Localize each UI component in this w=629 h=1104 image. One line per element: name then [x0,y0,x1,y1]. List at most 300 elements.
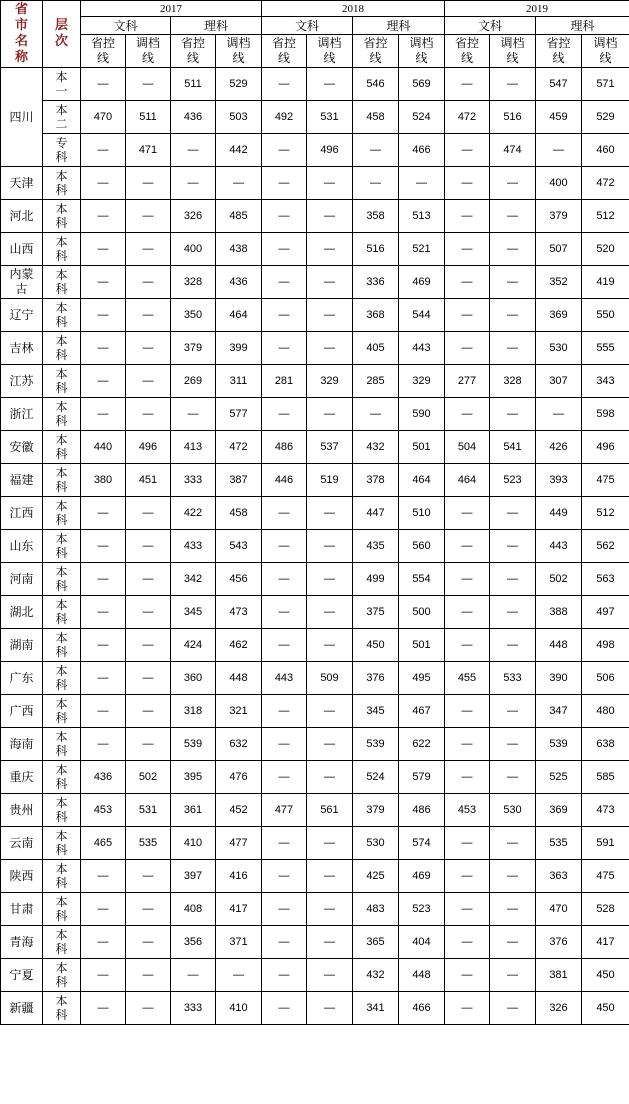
admission-line-value: 591 [582,827,629,860]
admission-line-value: 473 [582,794,629,827]
admission-line-value: 519 [307,464,353,497]
admission-line-value: — [307,827,353,860]
provincial-line-value: 450 [353,629,399,662]
provincial-line-value: 352 [536,266,582,299]
admission-line-value: 475 [582,464,629,497]
provincial-line-value: — [81,134,126,167]
province-name: 湖南 [9,637,34,652]
admission-line-value: — [126,497,171,530]
admission-line-value: — [126,596,171,629]
provincial-line-value: — [445,167,490,200]
year-header: 2017 [81,1,262,17]
admission-line-value: — [126,167,171,200]
admission-line-header: 调档 线 [216,35,262,68]
admission-line-value: 329 [399,365,445,398]
provincial-line-value: 333 [171,992,216,1025]
provincial-line-value: 470 [81,101,126,134]
provincial-line-value: — [262,200,307,233]
admission-line-value: — [307,68,353,101]
provincial-line-value: 539 [353,728,399,761]
admission-line-value: — [399,167,445,200]
admission-line-value: 496 [582,431,629,464]
province-name: 陕西 [9,868,34,883]
provincial-line-value: — [262,266,307,299]
stream-header-arts: 文科 [445,17,536,35]
table-row [1,596,629,629]
province-name: 广西 [9,703,34,718]
provincial-line-value: — [445,893,490,926]
admission-line-value: 438 [216,233,262,266]
admission-line-value: 329 [307,365,353,398]
level-text: 本科 [55,367,68,395]
province-name: 青海 [9,934,34,949]
admission-line-value: 387 [216,464,262,497]
provincial-line-value: 455 [445,662,490,695]
table-row [1,794,629,827]
table-row [1,728,629,761]
admission-line-value: — [307,398,353,431]
provincial-line-value: 379 [171,332,216,365]
provincial-line-value: 443 [536,530,582,563]
admission-line-value: — [126,398,171,431]
provincial-line-value: 358 [353,200,399,233]
admission-line-value: — [126,332,171,365]
province-header-text: 省市名称 [14,2,28,65]
admission-line-value: 563 [582,563,629,596]
admission-line-value: 560 [399,530,445,563]
provincial-line-header: 省控 线 [81,35,126,68]
admission-line-value: 448 [216,662,262,695]
province-header [1,1,43,68]
province-name: 四川 [9,109,34,124]
admission-line-value: 561 [307,794,353,827]
admission-line-value: 529 [582,101,629,134]
admission-line-value: — [307,332,353,365]
admission-line-value: — [126,299,171,332]
admission-line-header: 调档 线 [307,35,353,68]
level-text: 本科 [55,928,68,956]
provincial-line-value: 546 [353,68,399,101]
provincial-line-value: 516 [353,233,399,266]
provincial-line-value: 410 [171,827,216,860]
level-text: 专科 [55,136,68,164]
provincial-line-value: 432 [353,959,399,992]
provincial-line-value: 347 [536,695,582,728]
admission-line-value: — [490,959,536,992]
table-row [1,464,629,497]
provincial-line-value: — [81,959,126,992]
admission-line-value: 486 [399,794,445,827]
level-text: 本科 [55,466,68,494]
province-cell [1,761,43,794]
provincial-line-header: 省控 线 [353,35,399,68]
level-cell [43,728,81,761]
provincial-line-value: 547 [536,68,582,101]
provincial-line-value: — [81,266,126,299]
provincial-line-value: 426 [536,431,582,464]
year-header: 2019 [445,1,629,17]
provincial-line-value: — [81,926,126,959]
line-header-row [1,35,629,68]
provincial-line-value: — [262,497,307,530]
province-name: 宁夏 [9,967,34,982]
admission-line-value: — [307,563,353,596]
provincial-line-value: — [81,530,126,563]
provincial-line-value: 405 [353,332,399,365]
admission-line-value: 496 [307,134,353,167]
admission-line-value: — [490,167,536,200]
stream-header-arts: 文科 [262,17,353,35]
year-header: 2018 [262,1,445,17]
admission-line-value: 472 [582,167,629,200]
admission-line-value: 456 [216,563,262,596]
admission-line-value: — [126,860,171,893]
admission-line-value: 460 [582,134,629,167]
provincial-line-value: 425 [353,860,399,893]
provincial-line-value: 539 [171,728,216,761]
province-name: 甘肃 [9,901,34,916]
admission-line-value: 531 [307,101,353,134]
admission-line-value: — [490,530,536,563]
table-row [1,893,629,926]
provincial-line-value: 511 [171,68,216,101]
provincial-line-value: — [445,266,490,299]
admission-line-value: 410 [216,992,262,1025]
admission-line-value: — [126,563,171,596]
level-text: 本科 [55,994,68,1022]
admission-line-value: — [490,761,536,794]
level-text: 本一 [55,70,68,98]
admission-line-value: 485 [216,200,262,233]
provincial-line-value: 446 [262,464,307,497]
level-header [43,1,81,68]
level-cell [43,266,81,299]
table-row [1,431,629,464]
admission-line-value: — [307,860,353,893]
table-row [1,662,629,695]
province-name: 安徽 [9,439,34,454]
admission-line-value: 451 [126,464,171,497]
level-cell [43,959,81,992]
provincial-line-value: — [262,827,307,860]
admission-line-value: — [490,629,536,662]
provincial-line-value: 492 [262,101,307,134]
provincial-line-value: 378 [353,464,399,497]
level-cell [43,431,81,464]
provincial-line-value: — [262,860,307,893]
admission-line-value: 501 [399,629,445,662]
admission-line-value: 417 [582,926,629,959]
level-cell [43,827,81,860]
province-cell [1,167,43,200]
admission-line-value: 477 [216,827,262,860]
admission-line-value: — [307,530,353,563]
admission-line-value: — [216,959,262,992]
provincial-line-value: — [81,629,126,662]
admission-line-header: 调档 线 [490,35,536,68]
level-text: 本科 [55,433,68,461]
provincial-line-value: — [81,299,126,332]
admission-line-value: — [126,926,171,959]
provincial-line-value: — [81,398,126,431]
provincial-line-value: 379 [536,200,582,233]
admission-line-value: 521 [399,233,445,266]
provincial-line-value: — [262,728,307,761]
provincial-line-value: 458 [353,101,399,134]
admission-line-value: 502 [126,761,171,794]
provincial-line-value: — [445,200,490,233]
admission-line-value: 419 [582,266,629,299]
provincial-line-value: 369 [536,794,582,827]
province-name: 湖北 [9,604,34,619]
admission-line-value: 577 [216,398,262,431]
admission-line-value: — [490,860,536,893]
admission-line-value: 516 [490,101,536,134]
provincial-line-value: 400 [171,233,216,266]
admission-line-value: 535 [126,827,171,860]
provincial-line-value: 375 [353,596,399,629]
table-row [1,266,629,299]
provincial-line-value: 318 [171,695,216,728]
province-name: 江苏 [9,373,34,388]
provincial-line-value: 448 [536,629,582,662]
admission-line-value: 555 [582,332,629,365]
provincial-line-value: — [81,68,126,101]
admission-line-value: 473 [216,596,262,629]
admission-line-value: — [307,233,353,266]
provincial-line-value: — [171,398,216,431]
provincial-line-value: 369 [536,299,582,332]
table-row [1,992,629,1025]
province-cell [1,200,43,233]
provincial-line-value: 379 [353,794,399,827]
province-name: 重庆 [9,769,34,784]
admission-line-value: 321 [216,695,262,728]
level-text: 本科 [55,895,68,923]
provincial-line-value: — [171,959,216,992]
admission-line-value: 497 [582,596,629,629]
provincial-line-value: — [81,167,126,200]
province-cell [1,827,43,860]
provincial-line-value: 281 [262,365,307,398]
provincial-line-value: 380 [81,464,126,497]
level-cell [43,233,81,266]
admission-line-value: 417 [216,893,262,926]
admission-line-value: 472 [216,431,262,464]
provincial-line-value: — [445,332,490,365]
level-cell [43,596,81,629]
table-row [1,761,629,794]
admission-line-value: 638 [582,728,629,761]
admission-line-value: 523 [490,464,536,497]
provincial-line-value: 459 [536,101,582,134]
table-row [1,134,629,167]
provincial-line-value: 360 [171,662,216,695]
provincial-line-value: — [81,200,126,233]
level-text: 本科 [55,499,68,527]
province-cell [1,398,43,431]
provincial-line-value: 507 [536,233,582,266]
admission-line-value: — [126,662,171,695]
level-cell [43,761,81,794]
table-row [1,827,629,860]
admission-line-value: — [307,299,353,332]
province-cell [1,695,43,728]
level-cell [43,398,81,431]
provincial-line-value: — [81,728,126,761]
provincial-line-value: 365 [353,926,399,959]
provincial-line-value: — [262,134,307,167]
admission-line-value: 464 [399,464,445,497]
admission-line-value: 442 [216,134,262,167]
admission-line-value: 585 [582,761,629,794]
table-row [1,926,629,959]
admission-line-value: 371 [216,926,262,959]
provincial-line-value: — [445,134,490,167]
admission-line-value: 467 [399,695,445,728]
admission-line-value: 436 [216,266,262,299]
provincial-line-value: 483 [353,893,399,926]
admission-line-value: 452 [216,794,262,827]
province-name: 贵州 [9,802,34,817]
admission-line-value: — [490,893,536,926]
admission-line-value: — [490,695,536,728]
admission-line-value: 543 [216,530,262,563]
table-row [1,629,629,662]
admission-line-value: 448 [399,959,445,992]
provincial-line-value: — [445,992,490,1025]
provincial-line-value: — [262,926,307,959]
admission-line-value: — [126,365,171,398]
province-name: 天津 [9,175,34,190]
provincial-line-value: 277 [445,365,490,398]
provincial-line-value: 436 [81,761,126,794]
level-text: 本科 [55,829,68,857]
provincial-line-value: 395 [171,761,216,794]
provincial-line-value: — [262,596,307,629]
admission-line-value: 541 [490,431,536,464]
provincial-line-value: 436 [171,101,216,134]
provincial-line-value: — [262,167,307,200]
provincial-line-value: 376 [536,926,582,959]
province-cell [1,893,43,926]
table-row [1,233,629,266]
provincial-line-value: 433 [171,530,216,563]
provincial-line-value: 447 [353,497,399,530]
level-text: 本科 [55,532,68,560]
provincial-line-value: — [445,629,490,662]
province-name: 内蒙古 [9,267,34,296]
admission-line-value: — [126,200,171,233]
admission-line-value: — [307,992,353,1025]
level-cell [43,530,81,563]
provincial-line-value: — [81,563,126,596]
province-cell [1,497,43,530]
provincial-line-value: — [445,398,490,431]
provincial-line-value: — [445,728,490,761]
table-row [1,200,629,233]
admission-line-value: — [490,596,536,629]
admission-line-value: 328 [490,365,536,398]
provincial-line-value: 381 [536,959,582,992]
provincial-line-value: 486 [262,431,307,464]
table-row [1,860,629,893]
provincial-line-value: 539 [536,728,582,761]
province-cell [1,959,43,992]
admission-line-value: 531 [126,794,171,827]
province-cell [1,596,43,629]
admission-line-value: 511 [126,101,171,134]
admission-line-value: 443 [399,332,445,365]
level-cell [43,563,81,596]
provincial-line-value: — [81,662,126,695]
admission-line-value: 590 [399,398,445,431]
admission-line-value: 513 [399,200,445,233]
admission-line-value: 450 [582,992,629,1025]
provincial-line-value: 504 [445,431,490,464]
provincial-line-value: — [262,332,307,365]
provincial-line-value: — [262,563,307,596]
admission-line-header: 调档 线 [126,35,171,68]
provincial-line-value: — [445,530,490,563]
admission-line-value: 550 [582,299,629,332]
province-cell [1,662,43,695]
provincial-line-value: 361 [171,794,216,827]
admission-line-value: — [490,563,536,596]
admission-line-value: — [490,200,536,233]
admission-line-value: 495 [399,662,445,695]
level-text: 本二 [55,103,68,131]
table-row [1,959,629,992]
province-cell [1,464,43,497]
admission-line-value: — [307,959,353,992]
admission-line-value: 450 [582,959,629,992]
admission-line-value: — [490,992,536,1025]
admission-line-value: 500 [399,596,445,629]
provincial-line-value: 535 [536,827,582,860]
provincial-line-value: — [171,167,216,200]
provincial-line-value: — [81,695,126,728]
admission-line-value: 416 [216,860,262,893]
province-name: 辽宁 [9,307,34,322]
provincial-line-value: 328 [171,266,216,299]
provincial-line-value: 390 [536,662,582,695]
admission-line-value: 537 [307,431,353,464]
provincial-line-value: — [81,332,126,365]
province-name: 江西 [9,505,34,520]
table-row [1,530,629,563]
admission-line-value: 512 [582,200,629,233]
province-name: 河南 [9,571,34,586]
provincial-line-value: — [262,893,307,926]
provincial-line-value: 376 [353,662,399,695]
admission-line-value: 498 [582,629,629,662]
admission-line-value: 458 [216,497,262,530]
admission-line-value: — [126,992,171,1025]
admission-line-value: — [490,398,536,431]
admission-line-value: 520 [582,233,629,266]
provincial-line-value: 453 [81,794,126,827]
table-row [1,68,629,101]
level-cell [43,332,81,365]
admission-line-value: 343 [582,365,629,398]
table-row [1,563,629,596]
admission-line-value: 562 [582,530,629,563]
admission-line-value: 523 [399,893,445,926]
level-text: 本科 [55,235,68,263]
province-cell [1,728,43,761]
level-text: 本科 [55,961,68,989]
